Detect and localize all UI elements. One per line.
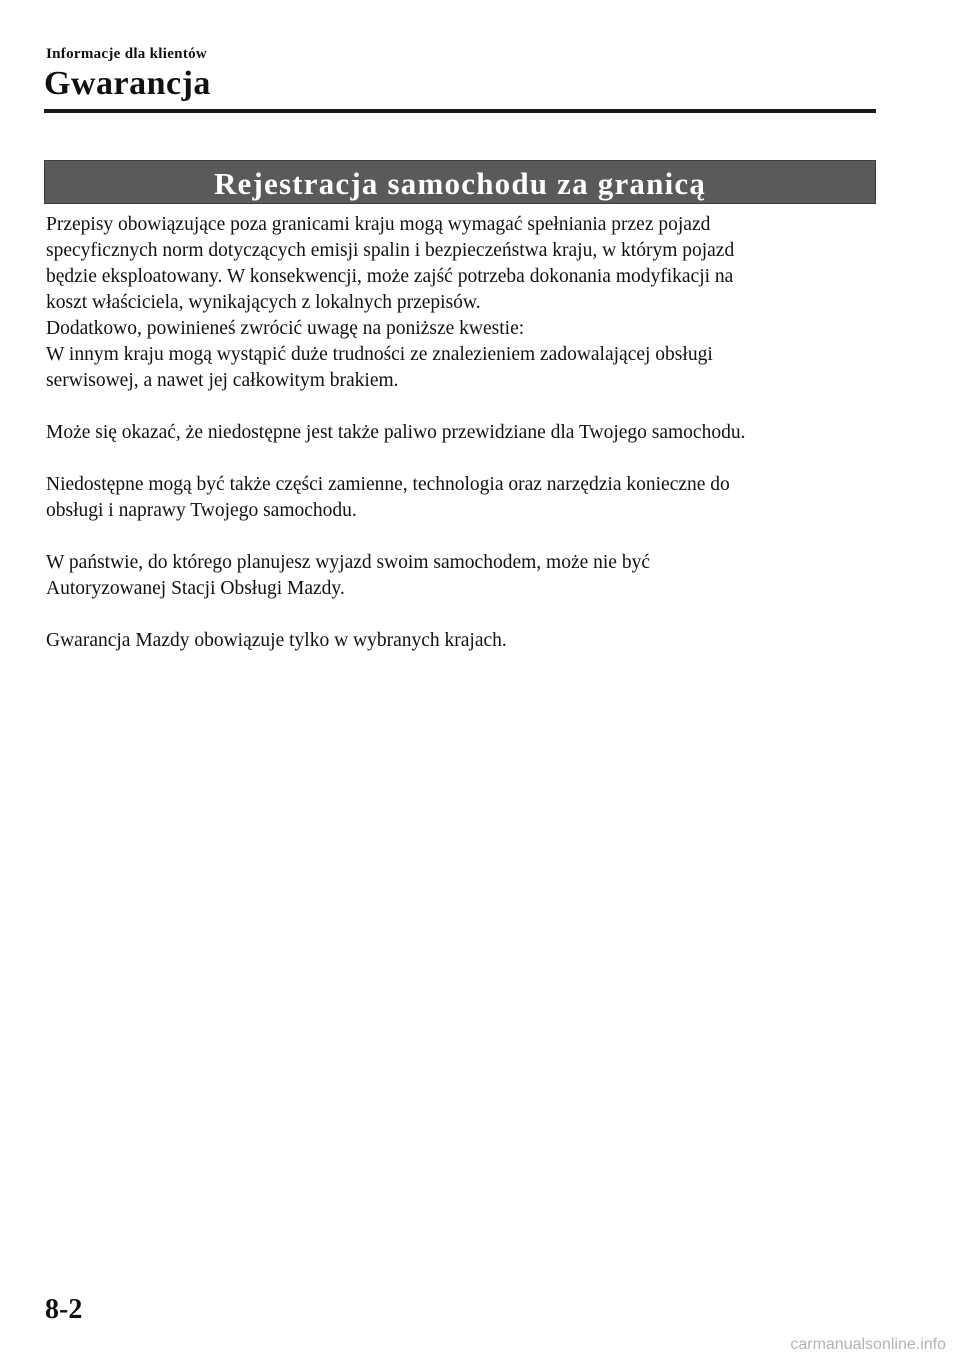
header-divider <box>44 109 876 113</box>
paragraph <box>46 628 876 654</box>
text-line: obsługi i naprawy Twojego samochodu. <box>46 500 357 521</box>
section-heading-banner: Rejestracja samochodu za granicą <box>44 160 876 204</box>
text-line: W państwie, do którego planujesz wyjazd swoim samochodem, może nie być <box>46 552 650 573</box>
text-line: Dodatkowo, powinieneś zwrócić uwagę na poniższe kwestie: <box>46 318 525 339</box>
text-line: będzie eksploatowany. W konsekwencji, może zajść potrzeba dokonania modyfikacji na <box>46 266 734 287</box>
text-line: koszt właściciela, wynikających z lokalnych przepisów. <box>46 292 481 313</box>
page-number: 8-2 <box>45 1294 83 1325</box>
text-line: Może się okazać, że niedostępne jest także paliwo przewidziane dla Twojego samochodu. <box>46 422 746 443</box>
paragraph-spacer <box>46 446 876 472</box>
text-line: Autoryzowanej Stacji Obsługi Mazdy. <box>46 578 345 599</box>
paragraph <box>46 472 876 524</box>
text-line: Niedostępne mogą być także części zamienne, technologia oraz narzędzia konieczne do <box>46 474 730 495</box>
body-text <box>46 212 876 654</box>
paragraph <box>46 550 876 602</box>
watermark: carmanualsonline.info <box>790 1336 946 1353</box>
text-line: W innym kraju mogą wystąpić duże trudności ze znalezieniem zadowalającej obsługi <box>46 344 713 365</box>
text-line: Przepisy obowiązujące poza granicami kraju mogą wymagać spełniania przez pojazd <box>46 214 711 235</box>
paragraph <box>46 420 876 446</box>
paragraph-spacer <box>46 524 876 550</box>
page-title: Gwarancja <box>44 65 211 102</box>
paragraph-spacer <box>46 394 876 420</box>
text-line: serwisowej, a nawet jej całkowitym brakiem. <box>46 370 399 391</box>
text-line: Gwarancja Mazdy obowiązuje tylko w wybranych krajach. <box>46 630 507 651</box>
paragraph <box>46 212 876 394</box>
section-label: Informacje dla klientów <box>46 46 208 62</box>
text-line: specyficznych norm dotyczących emisji spalin i bezpieczeństwa kraju, w którym pojazd <box>46 240 735 261</box>
paragraph-spacer <box>46 602 876 628</box>
